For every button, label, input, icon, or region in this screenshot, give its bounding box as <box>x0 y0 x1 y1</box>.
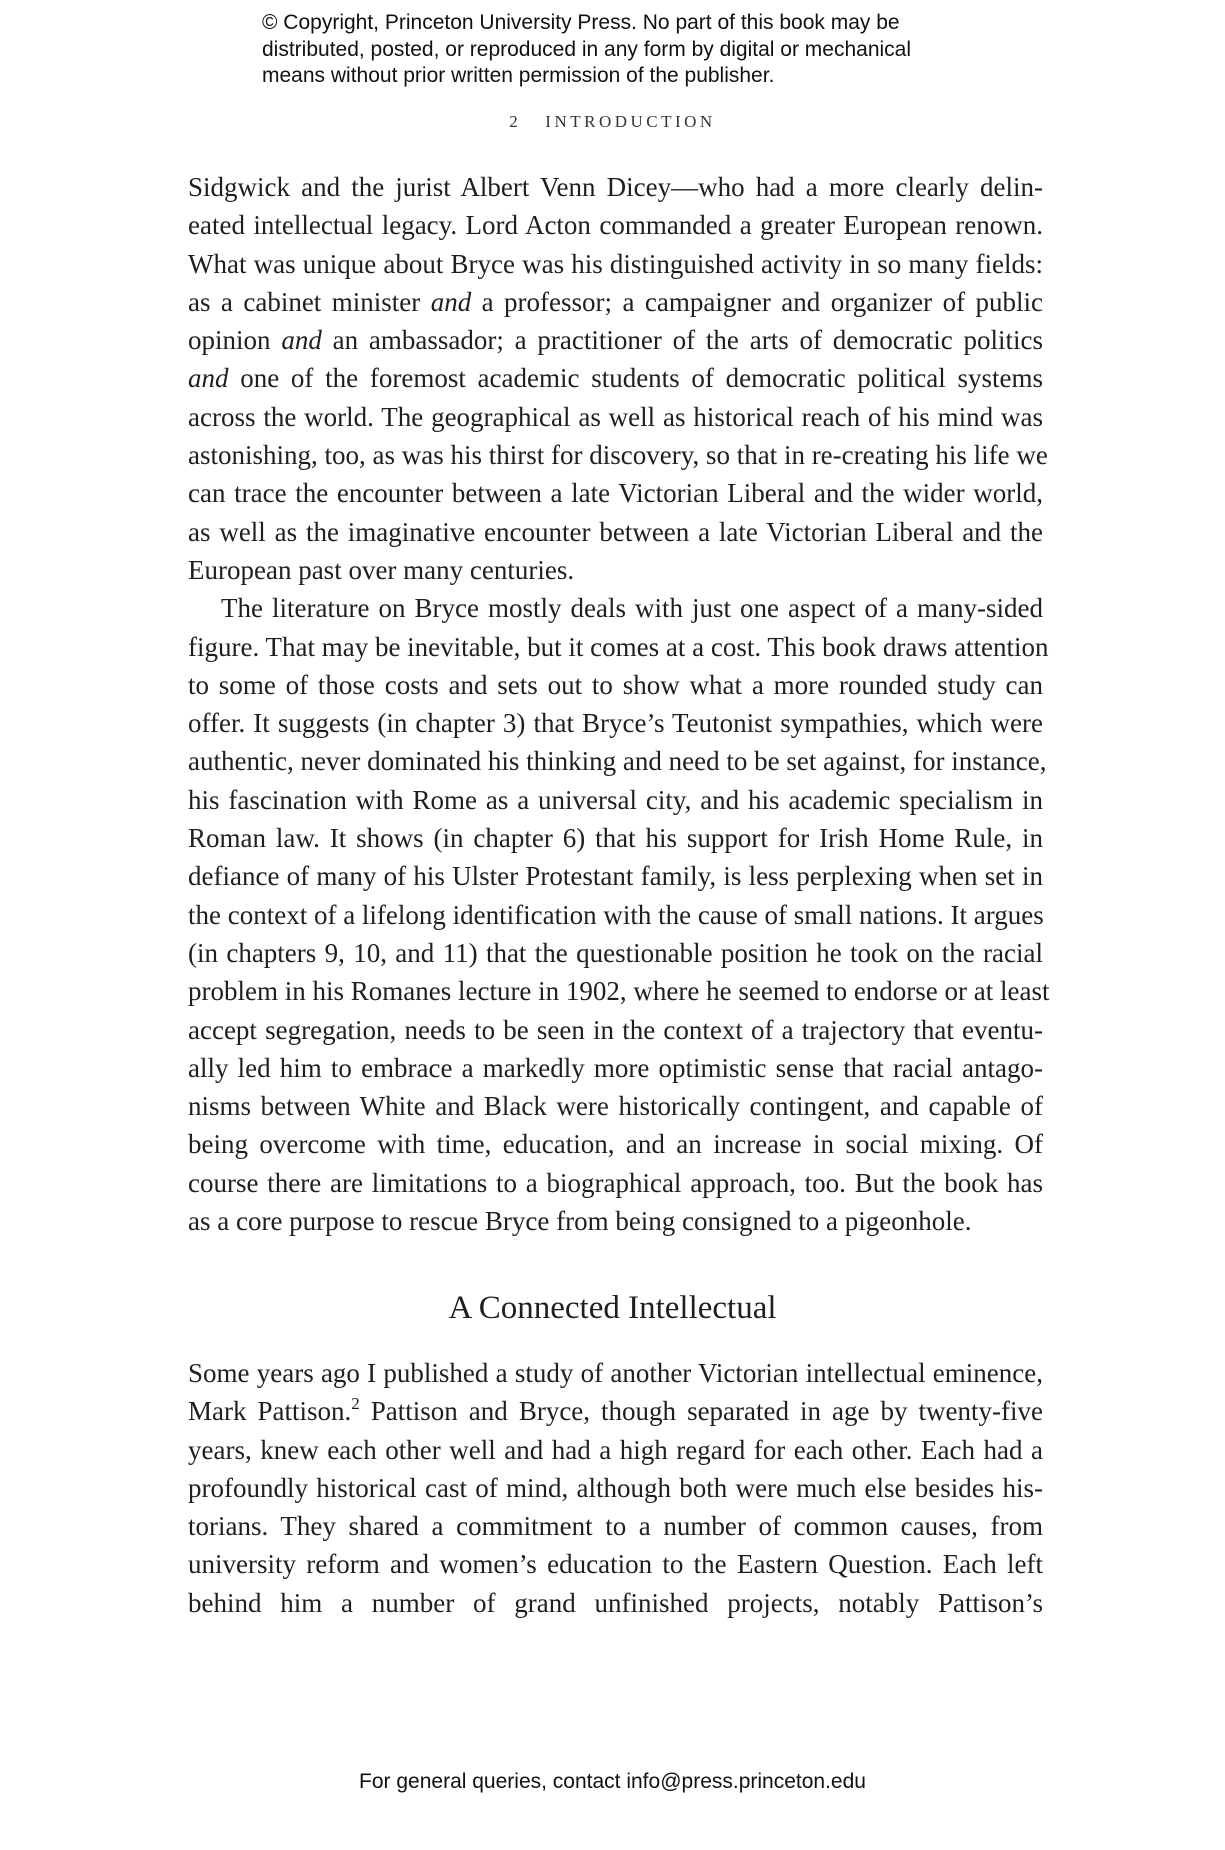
copyright-line: © Copyright, Princeton University Press. No part of this book may be <box>262 11 900 34</box>
text-line: across the world. The geographical as well as historical reach of his mind was <box>188 401 1043 432</box>
text-line: Roman law. It shows (in chapter 6) that his support for Irish Home Rule, in <box>188 823 1043 854</box>
text-line: (in chapters 9, 10, and 11) that the questionable position he took on the racial <box>188 937 1043 968</box>
text-line <box>188 321 1043 359</box>
text-line: course there are limitations to a biographical approach, too. But the book has <box>188 1167 1043 1198</box>
text-line: to some of those costs and sets out to show what a more rounded study can <box>188 669 1043 700</box>
text-line: accept segregation, needs to be seen in the context of a trajectory that eventu- <box>188 1014 1043 1045</box>
text-line: as a core purpose to rescue Bryce from being consigned to a pigeonhole. <box>188 1206 972 1237</box>
text-run: one of the foremost academic students of democratic political systems <box>228 363 1043 394</box>
copyright-line: distributed, posted, or reproduced in any form by digital or mechanical <box>262 37 912 61</box>
page-number: 2 <box>509 112 522 131</box>
text-line: astonishing, too, as was his thirst for discovery, so that in re-creating his life we <box>188 440 1048 471</box>
text-line <box>188 359 1043 397</box>
text-line: ally led him to embrace a markedly more optimistic sense that racial antago- <box>188 1052 1043 1083</box>
text-line: The literature on Bryce mostly deals with just one aspect of a many-sided <box>221 593 1043 624</box>
text-run: Mark Pattison. <box>188 1396 352 1427</box>
text-line: problem in his Romanes lecture in 1902, where he seemed to endorse or at least <box>188 976 1050 1007</box>
text-line: university reform and women’s education to the Eastern Question. Each left <box>188 1549 1043 1580</box>
text-line: figure. That may be inevitable, but it comes at a cost. This book draws attention <box>188 631 1049 662</box>
running-head <box>0 112 1225 132</box>
text-run: as a cabinet minister <box>188 286 431 317</box>
footnote-marker[interactable]: 2 <box>351 1394 360 1414</box>
text-line: can trace the encounter between a late Victorian Liberal and the wider world, <box>188 478 1043 509</box>
text-run: a professor; a campaigner and organizer of public <box>471 286 1043 317</box>
copyright-line: means without prior written permission of the publisher. <box>262 64 775 87</box>
text-line: eated intellectual legacy. Lord Acton commanded a greater European renown. <box>188 210 1043 241</box>
running-head-title: INTRODUCTION <box>545 112 716 131</box>
text-line: as well as the imaginative encounter between a late Victorian Liberal and the <box>188 516 1043 547</box>
section-heading: A Connected Intellectual <box>448 1290 777 1326</box>
italic-emphasis: and <box>281 325 322 356</box>
text-line: Some years ago I published a study of another Victorian intellectual eminence, <box>188 1358 1043 1388</box>
text-run: an ambassador; a practitioner of the arts of democratic politics <box>321 325 1044 356</box>
text-line: torians. They shared a commitment to a number of common causes, from <box>188 1511 1043 1542</box>
text-line: European past over many centuries. <box>188 554 575 585</box>
text-line: defiance of many of his Ulster Protestant family, is less perplexing when set in <box>188 861 1043 892</box>
text-line <box>188 283 1043 321</box>
text-line: offer. It suggests (in chapter 3) that Bryce’s Teutonist sympathies, which were <box>188 708 1043 739</box>
text-line: years, knew each other well and had a high regard for each other. Each had a <box>188 1434 1043 1465</box>
text-line: Sidgwick and the jurist Albert Venn Dicey—who had a more clearly delin- <box>188 172 1043 202</box>
text-line <box>188 1392 1043 1430</box>
text-line: profoundly historical cast of mind, although both were much else besides his- <box>188 1472 1043 1503</box>
text-run: Pattison and Bryce, though separated in age by twenty-five <box>359 1396 1043 1427</box>
text-line: What was unique about Bryce was his distinguished activity in so many fields: <box>188 248 1043 279</box>
text-line: being overcome with time, education, and an increase in social mixing. Of <box>188 1129 1043 1160</box>
text-line: his fascination with Rome as a universal city, and his academic specialism in <box>188 784 1043 815</box>
footer-contact: For general queries, contact info@press.princeton.edu <box>359 1770 866 1793</box>
body-text-block <box>188 168 1050 1240</box>
text-line: nisms between White and Black were historically contingent, and capable of <box>188 1091 1043 1122</box>
text-line: authentic, never dominated his thinking and need to be set against, for instance, <box>188 746 1047 777</box>
text-line: the context of a lifelong identification with the cause of small nations. It argues <box>188 899 1044 930</box>
body-text-block <box>188 1354 1043 1622</box>
copyright-notice <box>262 10 1022 90</box>
italic-emphasis: and <box>188 363 229 394</box>
text-run: opinion <box>188 325 282 356</box>
italic-emphasis: and <box>430 286 472 317</box>
text-line: behind him a number of grand unfinished projects, notably Pattison’s <box>188 1587 1043 1618</box>
